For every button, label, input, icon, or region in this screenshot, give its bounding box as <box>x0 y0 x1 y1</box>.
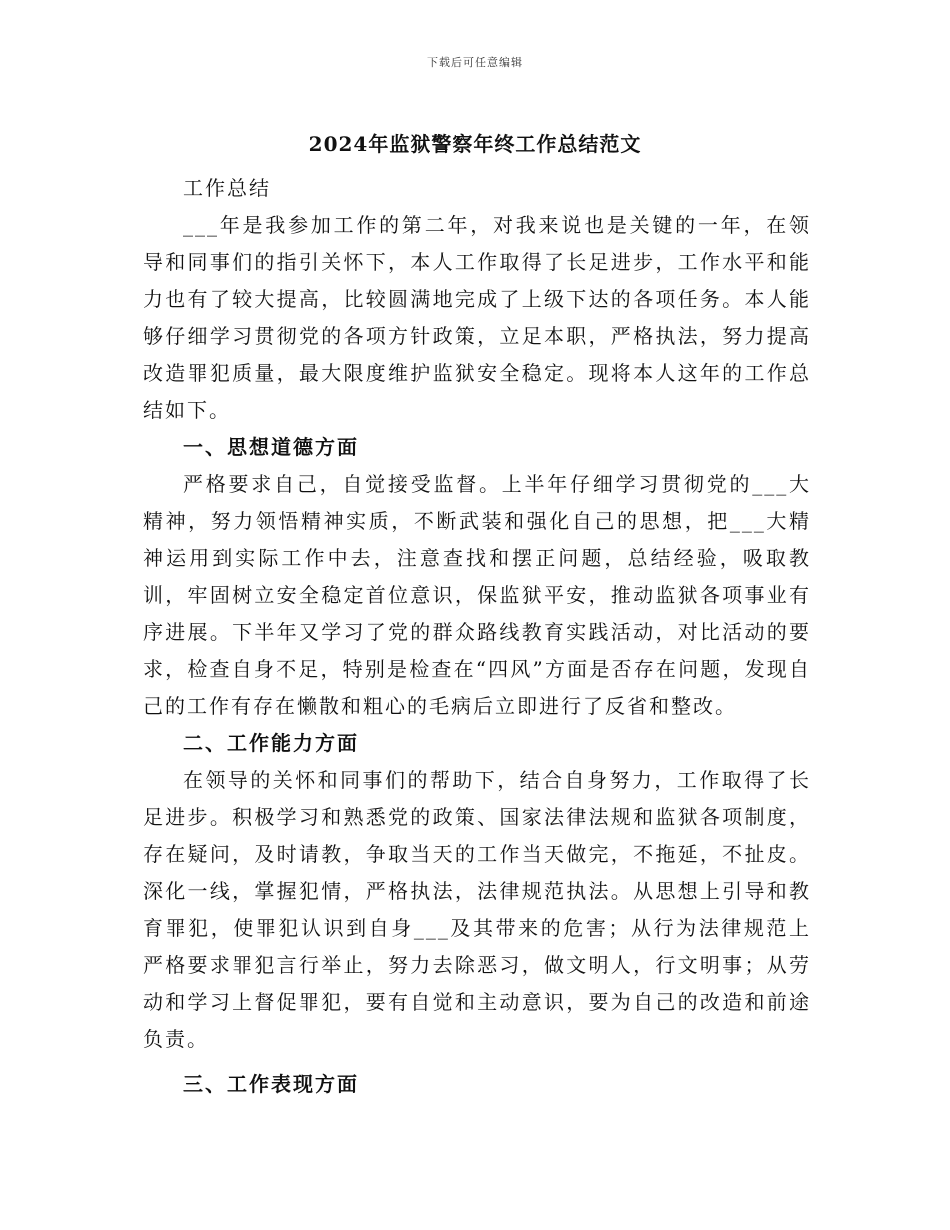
intro-paragraph: ___年是我参加工作的第二年，对我来说也是关键的一年，在领导和同事们的指引关怀下，本人工作取得了长足进步，工作水平和能力也有了较大提高，比较圆满地完成了上级下达的各项任务。本人能够仔细学习贯彻党的各项方针政策，立足本职，严格执法，努力提高改造罪犯质量，最大限度维护监狱安全稳定。现将本人这年的工作总结如下。 <box>143 213 811 422</box>
section-body-1: 严格要求自己，自觉接受监督。上半年仔细学习贯彻党的___大精神，努力领悟精神实质，不断武装和强化自己的思想，把___大精神运用到实际工作中去，注意查找和摆正问题，总结经验，吸取教训，牢固树立安全稳定首位意识，保监狱平安，推动监狱各项事业有序进展。下半年又学习了党的群众路线教育实践活动，对比活动的要求，检查自身不足，特别是检查在“四风”方面是否存在问题，发现自己的工作有存在懒散和粗心的毛病后立即进行了反省和整改。 <box>143 472 811 718</box>
section-heading-1: 一、思想道德方面 <box>183 435 359 459</box>
header-note: 下载后可任意编辑 <box>427 56 523 69</box>
section-body-2: 在领导的关怀和同事们的帮助下，结合自身努力，工作取得了长足进步。积极学习和熟悉党的政策、国家法律法规和监狱各项制度，存在疑问，及时请教，争取当天的工作当天做完，不拖延，不扯皮。深化一线，掌握犯情，严格执法，法律规范执法。从思想上引导和教育罪犯，使罪犯认识到自身___及其带来的危害；从行为法律规范上严格要求罪犯言行举止，努力去除恶习，做文明人，行文明事；从劳动和学习上督促罪犯，要有自觉和主动意识，要为自己的改造和前途负责。 <box>143 768 811 1051</box>
section-heading-2: 二、工作能力方面 <box>183 731 359 755</box>
section-heading-3: 三、工作表现方面 <box>183 1072 359 1096</box>
spacer <box>143 1058 811 1066</box>
document-body <box>143 170 811 1103</box>
section-label: 工作总结 <box>183 176 271 200</box>
page-title: 2024年监狱警察年终工作总结范文 <box>308 132 642 156</box>
